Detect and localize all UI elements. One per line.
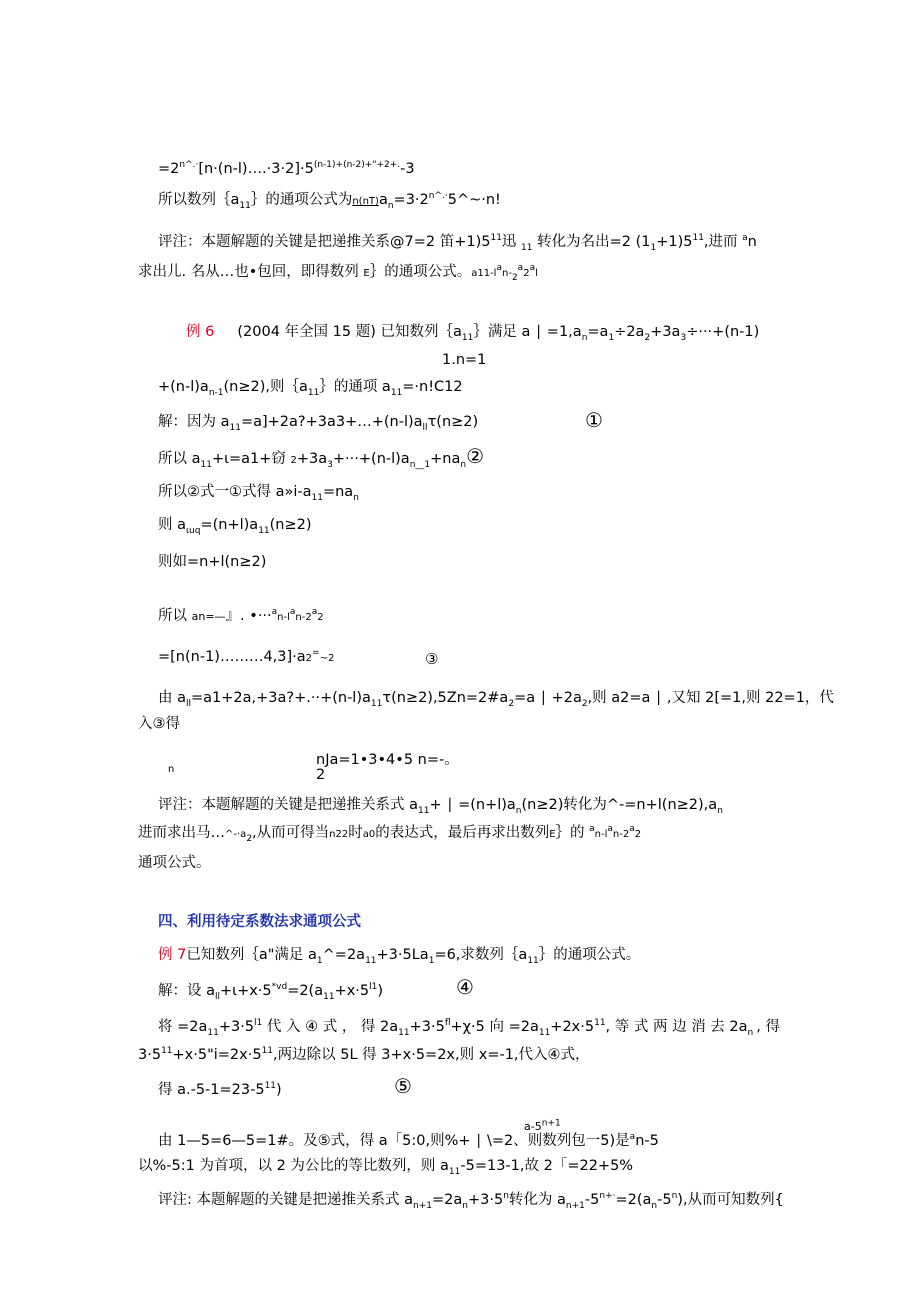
subscript: 11 [207,1027,219,1038]
text-fragment: n-2 [295,612,312,623]
text-line [158,552,266,572]
subscript: 1 [316,955,323,966]
subscript: 2 [246,833,253,844]
text-fragment: an=— [191,610,226,623]
text-fragment: +1)5 [656,234,693,250]
superscript: 11 [261,1046,274,1057]
circled-marker: ② [466,444,485,468]
text-fragment: 由 a [158,690,186,706]
text-fragment: 代 入 ④ 式 ， 得 2a [266,1019,399,1035]
subscript: ιuq [186,525,201,536]
text-fragment: ｝的 [555,825,585,841]
subscript: 11 [239,200,251,211]
subscript: 1 [608,332,615,343]
text-fragment: 转化为 a [508,1192,566,1208]
text-fragment: n22 [329,829,349,840]
text-fragment: ^-=n+l(n≥2),a [606,797,718,813]
text-fragment: 迅 [501,234,517,250]
text-fragment: +2x·5 [550,1019,595,1035]
text-fragment: +3·5 [218,1019,255,1035]
superscript: 11 [264,1081,277,1092]
example-label: 例 7 [158,947,187,963]
text-fragment: (n≥2)转化为 [521,797,607,813]
subscript: ll [186,698,192,709]
superscript: a [271,607,278,618]
text-line [138,823,641,845]
text-fragment: 所以 [158,608,187,624]
subscript: 3 [680,332,687,343]
text-fragment: n-2 [612,829,630,840]
superscript: a [529,263,536,274]
text-fragment: , 得 [756,1019,780,1035]
subscript: ll [422,422,428,433]
text-fragment: 』. •··· [225,608,272,624]
subscript: n+1 [565,1200,585,1211]
subscript: 1 [428,955,435,966]
text-fragment: 所以数列｛a [158,192,240,208]
superscript: a [289,607,296,618]
text-fragment-group [158,1017,753,1037]
text-line [442,350,486,370]
text-fragment: -5 [584,1192,600,1208]
subscript: 11 [538,1027,551,1038]
superscript: a [607,824,613,835]
text-line [158,232,757,252]
text-fragment: a [378,192,388,208]
text-fragment: + ∣ =(n+l)a [429,797,516,813]
subscript: 11 [311,492,323,503]
text-line [158,159,415,179]
subscript: n [462,1200,468,1211]
text-fragment: +3·5 [467,1192,504,1208]
text-fragment: 评注：本题解题的关键是把递推关系式 a [158,797,418,813]
text-fragment: ),从而可知数列{ [677,1192,784,1208]
text-fragment: n [747,234,757,250]
text-line [138,262,538,284]
superscript: 11 [692,233,704,244]
text-line [158,945,640,965]
superscript: = [312,648,320,659]
superscript: *vd [271,982,288,993]
text-fragment: n-5 [635,1133,659,1149]
text-fragment: =·n!C12 [402,379,463,395]
text-fragment: ~2 [319,653,335,664]
text-fragment: +3·5La [376,947,429,963]
text-line [158,515,312,535]
text-fragment: 所以②式一①式得 a»i-a [158,484,312,500]
subscript: n [717,805,723,816]
text-line [168,760,174,780]
text-line [158,688,834,709]
text-line [158,606,324,628]
subscript: n__1 [409,459,431,470]
section-heading: 四、利用待定系数法求通项公式 [158,914,361,930]
superscript: a [517,263,524,274]
circled-marker: ① [585,408,603,432]
text-fragment: =a [587,324,609,340]
text-fragment: ,两边除以 5L 得 3+x·5=2x,则 x=-1,代入④式， [273,1047,590,1063]
text-fragment: , 等 式 两 边 消 去 2a [605,1019,748,1035]
text-fragment: 则如=n+l(n≥2) [158,554,267,570]
text-line [186,322,759,342]
text-fragment: 入③得 [138,716,180,732]
text-fragment: 以%-5:1 为首项，以 2 为公比的等比数列，则 a [138,1158,449,1174]
subscript: n-1 [208,387,224,398]
text-fragment: =2 [158,161,180,177]
text-fragment: 2 [634,829,642,840]
text-line [316,750,459,770]
text-fragment: -5 [530,1120,542,1133]
subscript: 11 [365,955,377,966]
superscript: n^.· [179,160,199,171]
text-fragment: +x·5 [334,983,370,999]
text-fragment: 已知数列｛a"满足 a [186,947,317,963]
text-line [158,1190,784,1210]
subscript: n [747,1027,754,1038]
text-line [158,647,334,669]
text-fragment: ·a [237,829,247,840]
subscript: n [460,459,467,470]
text-fragment: 2 [523,268,530,279]
text-fragment: nJa=1•3•4•5 n=-。 [316,752,459,768]
subscript: n [353,492,359,503]
superscript: n^.· [428,191,448,202]
subscript: n [515,805,522,816]
text-fragment: n [168,764,175,775]
circled-marker: ⑤ [394,1074,412,1098]
subscript: n [387,200,394,211]
text-fragment: 3·5 [138,1047,162,1063]
text-fragment: n- [501,268,512,279]
text-fragment: =6,求数列｛a [434,947,528,963]
subscript: n+1 [413,1200,432,1211]
text-fragment: ｝的通项公式为 [250,192,353,208]
text-fragment: a [524,1120,531,1133]
text-fragment: ) [377,983,384,999]
superscript: a [496,263,502,274]
text-fragment: =3·2 [393,192,429,208]
superscript: a [589,824,595,835]
superscript: l1 [369,982,378,993]
superscript: a [629,1132,636,1143]
text-fragment: (n≥2) [269,517,312,533]
text-fragment: +ι=a1+窃 [211,451,286,467]
text-fragment: =a1+2a,+3a?+.··+(n-l)a [191,690,371,706]
text-fragment: n-l [277,612,290,623]
text-fragment: 则 a [158,517,186,533]
subscript: 11 [461,332,474,343]
text-fragment: +χ·5 向 =2a [450,1019,539,1035]
text-fragment: 由 1—5=6—5=1#。及⑤式，得 a「5:0,则%+ ∣ \=2、则数列包一5)是 [158,1133,630,1149]
text-fragment: -5 [657,1192,672,1208]
subscript: 1 [650,242,657,253]
superscript: a [742,233,748,244]
text-fragment: 评注：本题解题的关键是把递推关系@7=2 笛+1)5 [158,234,491,250]
text-line [316,765,325,785]
text-fragment: 2 [316,767,326,783]
superscript: a [629,824,635,835]
subscript: 11 [323,991,335,1002]
subscript: 11 [370,698,383,709]
text-fragment: : 本题解题的关键是把递推关系式 a [187,1192,413,1208]
subscript: n [581,332,588,343]
text-fragment: =(n+l)a [200,517,259,533]
subscript: n [651,1200,658,1211]
text-fragment: 得 a.-5-1=23-5 [158,1082,265,1098]
text-fragment: τ(n≥2),5Zn=2#a [382,690,509,706]
text-fragment: +x·5"i=2x·5 [172,1047,262,1063]
text-fragment: =a]+2a?+3a3+…+(n-l)a [240,414,423,430]
text-fragment: (2004 年全国 15 题) 已知数列｛a [237,324,462,340]
text-fragment: 解：因为 a [158,414,230,430]
text-fragment: (n≥2),则｛a [223,379,308,395]
text-fragment: +na [430,451,461,467]
text-fragment: +3·5 [409,1019,445,1035]
text-line [158,377,463,397]
subscript: 11 [521,242,533,253]
text-line [158,482,359,502]
text-fragment: [n·(n-l)….·3·2]·5 [198,161,314,177]
text-fragment: 将 =2a [158,1019,208,1035]
superscript: n [503,1191,509,1202]
text-fragment: a0 [362,829,376,840]
text-line [158,1080,282,1100]
text-fragment: n-l [594,829,608,840]
text-line [138,1156,633,1176]
text-fragment: 解：设 a [158,983,215,999]
text-fragment: -5=13-1,故 2「=22+5% [460,1158,634,1174]
text-line [138,853,211,873]
text-fragment: n(nT) [352,196,379,207]
text-fragment: ÷2a [614,324,645,340]
text-fragment: ｝的通项公式。 [369,264,472,280]
text-fragment: E [549,829,556,840]
text-line [158,412,478,432]
text-fragment: ｝的通项公式。 [538,947,641,963]
superscript: 11 [490,233,502,244]
text-fragment: a11-l [471,268,497,279]
text-fragment: 转化为名出=2 (1 [537,234,651,250]
text-fragment: +3a [650,324,681,340]
text-line [158,1017,780,1037]
subscript: 3 [327,459,333,470]
text-fragment: =a ∣ +2a [514,690,582,706]
subscript: 11 [390,387,403,398]
subscript: 11 [398,1027,410,1038]
text-fragment: =2a [431,1192,463,1208]
superscript: n+1 [541,1118,561,1129]
text-fragment: E [363,268,370,279]
text-fragment: 评注 [158,1192,187,1208]
text-line [158,1131,659,1151]
text-fragment: 的表达式，最后再求出数列 [375,825,550,841]
text-line [158,190,501,212]
subscript: 2 [508,698,515,709]
subscript: 11 [307,387,320,398]
text-fragment: 求出儿. 名从…也•包回，即得数列 [138,264,359,280]
circled-marker: ③ [425,650,439,668]
text-fragment: ｝满足 a ∣ =1,a [473,324,582,340]
text-fragment: τ(n≥2) [427,414,479,430]
subscript: 11 [200,459,212,470]
superscript: a [311,607,318,618]
text-fragment: ,进而 [703,234,738,250]
superscript: l1 [254,1018,263,1029]
subscript: 2 [581,698,588,709]
subscript: 11 [448,1166,461,1177]
text-line [158,795,723,815]
text-fragment: 进而求出马… [138,825,225,841]
text-fragment: ÷···+(n-1) [686,324,760,340]
superscript: 11 [594,1018,606,1029]
text-fragment: =na [322,484,354,500]
superscript: n+· [599,1191,616,1202]
text-fragment: +(n-l)a [158,379,209,395]
text-line [138,1045,590,1065]
text-fragment: ｝的通项 a [319,379,391,395]
text-fragment: 通项公式。 [138,855,211,871]
superscript: (n-1)+(n-2)+"+2+. [313,160,401,171]
superscript: 11 [161,1046,173,1057]
subscript: 11 [418,805,430,816]
text-line [138,714,180,734]
text-line [158,446,484,471]
subscript: 2 [644,332,651,343]
text-fragment: 所以 a [158,451,201,467]
text-fragment: =[n(n-1)………4,3]·a [158,649,306,665]
subscript: ll [215,991,221,1002]
text-fragment: 2 [317,612,324,623]
text-fragment: =2(a [615,1192,652,1208]
text-fragment: 2 [305,653,313,664]
text-fragment: +3a [296,451,328,467]
subscript: 11 [229,422,241,433]
subscript: 2 [511,272,518,283]
circled-marker: ④ [456,975,474,999]
text-fragment: ^- [225,829,237,840]
text-fragment: 5^~·n! [447,192,501,208]
text-fragment: =2(a [287,983,324,999]
subscript: 11 [527,955,539,966]
text-fragment: ,从而可得当 [252,825,330,841]
text-fragment: 1.n=1 [442,352,487,368]
text-fragment: 2 [290,455,297,466]
text-fragment: ^=2a [322,947,366,963]
text-line [158,981,383,1001]
text-fragment: ) [276,1082,282,1098]
text-fragment: -3 [400,161,415,177]
text-fragment: 时 [348,825,363,841]
text-fragment: ,则 a2=a ∣ ,又知 2[=1,则 22=1，代 [587,690,834,706]
text-fragment: +ι+x·5 [220,983,272,999]
example-label: 例 6 [186,324,215,340]
superscript: fl [444,1018,451,1029]
text-fragment: l [535,268,538,279]
superscript: n [671,1191,678,1202]
subscript: 11 [258,525,270,536]
text-fragment: +···+(n-l)a [332,451,410,467]
